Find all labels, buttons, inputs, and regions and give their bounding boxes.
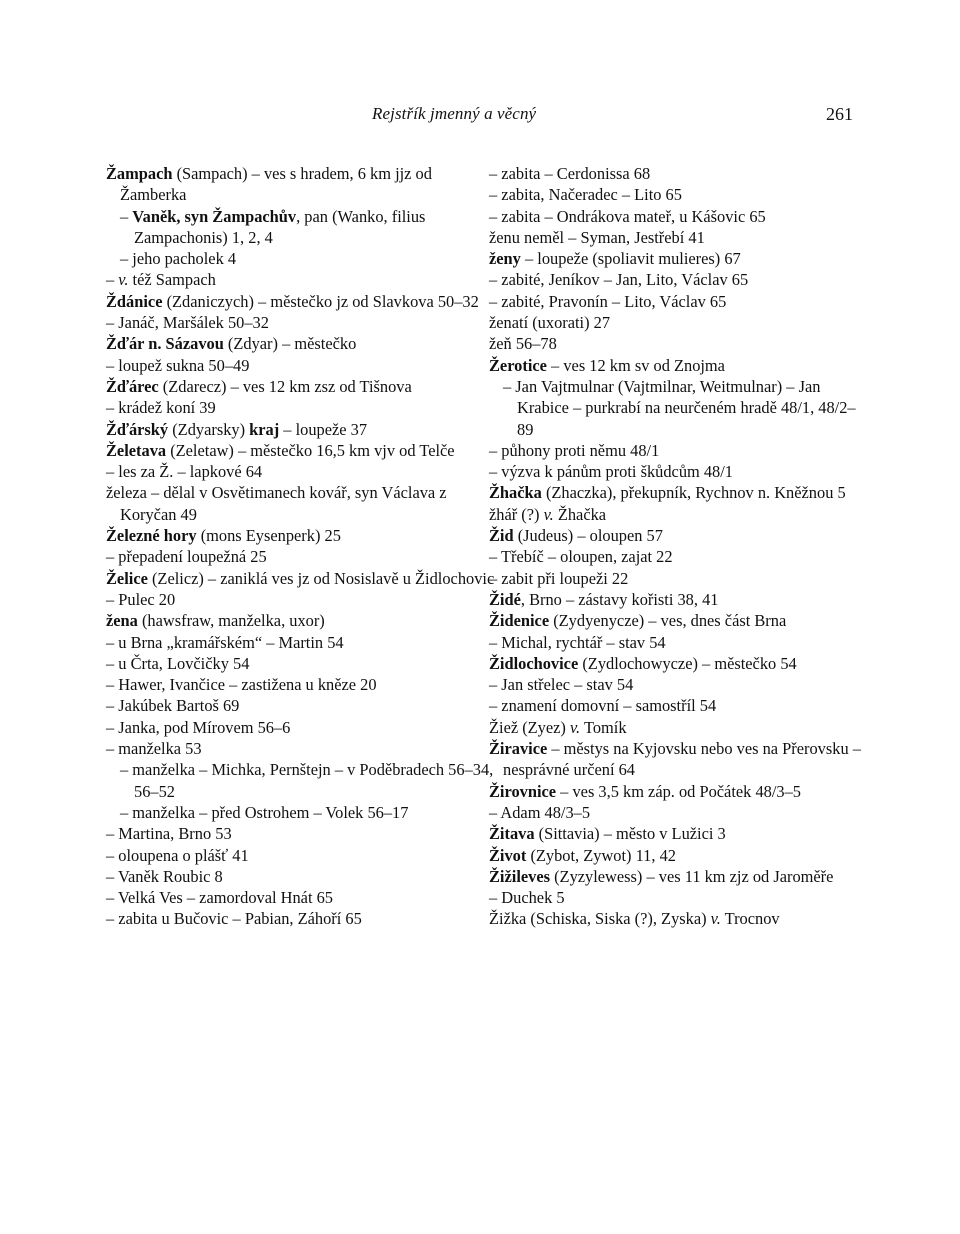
entry-headword: Žhačka [489, 483, 542, 503]
index-entry [489, 163, 861, 184]
entry-text: (Zhaczka), překupník, Rychnov n. Kněžnou 5 [541, 483, 846, 503]
index-entry [489, 504, 861, 525]
entry-crossref-marker: v. [118, 270, 129, 290]
entry-text: – [120, 206, 133, 226]
index-entry [489, 333, 861, 354]
entry-headword: Žerotice [489, 355, 547, 375]
entry-headword: Žiravice [489, 739, 548, 759]
entry-text: ženu neměl – Syman, Jestřebí 41 [489, 227, 705, 247]
entry-text: – přepadení loupežná 25 [106, 547, 267, 567]
index-entry [106, 312, 498, 333]
entry-text: Tomík [580, 717, 627, 737]
entry-text: – manželka – před Ostrohem – Volek 56–17 [120, 802, 409, 822]
running-head [0, 104, 960, 132]
entry-headword: ženy [489, 249, 521, 269]
entry-text: žeň 56–78 [489, 334, 557, 354]
entry-text: – loupež sukna 50–49 [106, 355, 250, 375]
index-entry [106, 397, 498, 418]
entry-text: (Zeletaw) – městečko 16,5 km vjv od Telče [166, 440, 455, 460]
index-entry [106, 376, 498, 397]
entry-headword: Život [489, 845, 527, 865]
entry-text: (Zdaniczych) – městečko jz od Slavkova 50–32 [162, 291, 479, 311]
index-entry [489, 908, 861, 929]
entry-text: (Zelicz) – zaniklá ves jz od Nosislavě u Židlochovic [147, 568, 495, 588]
index-entry [489, 674, 861, 695]
index-entry [489, 823, 861, 844]
entry-text: – zabité, Jeníkov – Jan, Lito, Václav 65 [489, 270, 749, 290]
entry-text: – Jan Vajtmulnar (Vajtmilnar, Weitmulnar) – Jan Krabice – purkrabí na neurčeném hradě 48/1, 48/2–89 [503, 376, 856, 439]
entry-text: – Duchek 5 [489, 888, 565, 908]
entry-headword: Židé [489, 589, 521, 609]
entry-text: železa – dělal v Osvětimanech kovář, syn Václava z Koryčan 49 [106, 483, 447, 524]
index-entry [106, 482, 498, 525]
entry-text: (mons Eysenperk) 25 [196, 526, 341, 546]
index-entry [106, 525, 498, 546]
index-entry [106, 866, 498, 887]
entry-text: (Zyzylewess) – ves 11 km zjz od Jaroměře [550, 866, 834, 886]
entry-text: – znamení domovní – samostříl 54 [489, 696, 717, 716]
index-entry [489, 717, 861, 738]
index-entry [489, 206, 861, 227]
index-entry [489, 248, 861, 269]
index-entry [489, 610, 861, 631]
entry-text: Žižka (Schiska, Siska (?), Zyska) [489, 909, 711, 929]
entry-text: – manželka 53 [106, 739, 202, 759]
entry-text: – oloupena o plášť 41 [106, 845, 249, 865]
index-column-left [106, 163, 498, 930]
entry-text: – ves 12 km sv od Znojma [546, 355, 725, 375]
index-entry [106, 802, 498, 823]
index-entry [106, 419, 498, 440]
index-entry [489, 845, 861, 866]
index-entry [489, 525, 861, 546]
page-number: 261 [826, 104, 853, 124]
index-entry [106, 738, 498, 759]
entry-headword: Železné hory [106, 526, 197, 546]
entry-text: – les za Ž. – lapkové 64 [106, 462, 263, 482]
entry-text: – Janka, pod Mírovem 56–6 [106, 717, 291, 737]
entry-text: – u Črta, Lovčičky 54 [106, 653, 250, 673]
index-entry [489, 184, 861, 205]
entry-text: – Michal, rychtář – stav 54 [489, 632, 666, 652]
index-entry [489, 632, 861, 653]
entry-text: ženatí (uxorati) 27 [489, 313, 611, 333]
index-entry [106, 546, 498, 567]
index-entry [106, 269, 498, 290]
index-entry [106, 206, 498, 249]
index-entry [106, 908, 498, 929]
index-entry [489, 376, 861, 440]
entry-text: – Janáč, Maršálek 50–32 [106, 313, 269, 333]
entry-text: – krádež koní 39 [106, 398, 216, 418]
entry-headword: Želetava [106, 440, 167, 460]
entry-crossref-marker: v. [543, 504, 554, 524]
entry-crossref-marker: v. [570, 717, 581, 737]
index-entry [489, 546, 861, 567]
index-entry [106, 291, 498, 312]
entry-text: žhář (?) [489, 504, 544, 524]
index-entry [489, 738, 861, 781]
index-entry [489, 653, 861, 674]
index-entry [106, 333, 498, 354]
index-entry [106, 674, 498, 695]
index-entry [489, 781, 861, 802]
index-entry [489, 461, 861, 482]
entry-text: – půhony proti němu 48/1 [489, 440, 660, 460]
entry-headword: Žampach [106, 164, 173, 183]
entry-headword: kraj [249, 419, 280, 439]
entry-headword: Žitava [489, 824, 535, 844]
entry-text: , pan (Wanko, filius Zampachonis) 1, 2, 4 [134, 206, 426, 247]
entry-text: – Jan střelec – stav 54 [489, 675, 634, 695]
entry-text: – zabita – Ondrákova mateř, u Kášovic 65 [489, 206, 766, 226]
entry-headword: Vaněk, syn Žampachův [132, 206, 297, 226]
entry-text: (Sittavia) – město v Lužici 3 [534, 824, 726, 844]
entry-text: (Zydlochowycze) – městečko 54 [578, 653, 797, 673]
index-entry [106, 887, 498, 908]
index-entry [106, 823, 498, 844]
index-entry [489, 866, 861, 887]
entry-text: Trocnov [720, 909, 780, 929]
entry-text: (hawsfraw, manželka, uxor) [137, 611, 325, 631]
entry-crossref-marker: v. [710, 909, 721, 929]
index-entry [489, 568, 861, 589]
index-entry [106, 610, 498, 631]
index-entry [106, 589, 498, 610]
index-entry [106, 695, 498, 716]
entry-headword: Žďárec [106, 376, 159, 396]
entry-text: – zabita – Cerdonissa 68 [489, 164, 651, 183]
index-entry [106, 163, 498, 206]
index-entry [489, 227, 861, 248]
entry-text: – [106, 270, 119, 290]
entry-text: – zabit při loupeži 22 [489, 568, 629, 588]
entry-headword: Želice [106, 568, 148, 588]
index-entry [106, 759, 498, 802]
index-entry [489, 589, 861, 610]
entry-text: – Vaněk Roubic 8 [106, 866, 223, 886]
index-entry [106, 440, 498, 461]
entry-text: – zabité, Pravonín – Lito, Václav 65 [489, 291, 727, 311]
index-entry [489, 291, 861, 312]
entry-text: – Pulec 20 [106, 589, 176, 609]
entry-headword: Žid [489, 526, 514, 546]
entry-headword: Žirovnice [489, 781, 557, 801]
index-column-right [489, 163, 861, 930]
index-entry [489, 440, 861, 461]
index-entry [106, 653, 498, 674]
entry-text: – Jakúbek Bartoš 69 [106, 696, 240, 716]
entry-text: – Hawer, Ivančice – zastižena u kněze 20 [106, 675, 377, 695]
index-entry [106, 717, 498, 738]
index-entry [489, 269, 861, 290]
index-entry [489, 482, 861, 503]
index-entry [106, 568, 498, 589]
entry-text: – výzva k pánům proti škůdcům 48/1 [489, 462, 734, 482]
entry-text: – městys na Kyjovsku nebo ves na Přerovsku – nesprávné určení 64 [503, 739, 861, 780]
entry-text: – zabita u Bučovic – Pabian, Záhoří 65 [106, 909, 362, 929]
entry-headword: Žižileves [489, 866, 550, 886]
entry-text: – u Brna „kramářském“ – Martin 54 [106, 632, 344, 652]
index-entry [106, 845, 498, 866]
index-entry [489, 802, 861, 823]
entry-text: – Velká Ves – zamordoval Hnát 65 [106, 888, 333, 908]
entry-headword: Židenice [489, 611, 550, 631]
entry-text: Žhačka [553, 504, 607, 524]
running-title: Rejstřík jmenný a věcný [372, 104, 537, 123]
index-entry [489, 355, 861, 376]
entry-text: – Martina, Brno 53 [106, 824, 232, 844]
entry-text: (Zdyarsky) [168, 419, 250, 439]
entry-text: – loupeže (spoliavit mulieres) 67 [520, 249, 741, 269]
entry-text: (Judeus) – oloupen 57 [513, 526, 663, 546]
index-entry [489, 887, 861, 908]
entry-text: (Zdarecz) – ves 12 km zsz od Tišnova [158, 376, 412, 396]
entry-headword: Ždánice [106, 291, 163, 311]
entry-text: – Třebíč – oloupen, zajat 22 [489, 547, 673, 567]
entry-headword: žena [106, 611, 138, 631]
entry-text: – loupeže 37 [279, 419, 368, 439]
entry-text: – zabita, Načeradec – Lito 65 [489, 185, 682, 205]
entry-text: – jeho pacholek 4 [120, 249, 237, 269]
entry-text: – manželka – Michka, Pernštejn – v Poděbradech 56–34, 56–52 [120, 760, 494, 801]
entry-text: (Zdyar) – městečko [223, 334, 357, 354]
entry-text: , Brno – zástavy kořisti 38, 41 [520, 589, 719, 609]
entry-headword: Žďár n. Sázavou [106, 334, 224, 354]
entry-text: – Adam 48/3–5 [489, 802, 591, 822]
index-entry [106, 248, 498, 269]
entry-text: Žiež (Zyez) [489, 717, 570, 737]
index-entry [106, 632, 498, 653]
entry-text: též Sampach [128, 270, 216, 290]
index-entry [106, 461, 498, 482]
index-entry [489, 312, 861, 333]
entry-text: – ves 3,5 km záp. od Počátek 48/3–5 [556, 781, 801, 801]
entry-text: (Zydyenycze) – ves, dnes část Brna [549, 611, 787, 631]
entry-text: (Sampach) – ves s hradem, 6 km jjz od Žamberka [120, 164, 432, 205]
entry-headword: Židlochovice [489, 653, 579, 673]
entry-headword: Žďárský [106, 419, 169, 439]
index-entry [106, 355, 498, 376]
entry-text: (Zybot, Zywot) 11, 42 [526, 845, 676, 865]
index-entry [489, 695, 861, 716]
